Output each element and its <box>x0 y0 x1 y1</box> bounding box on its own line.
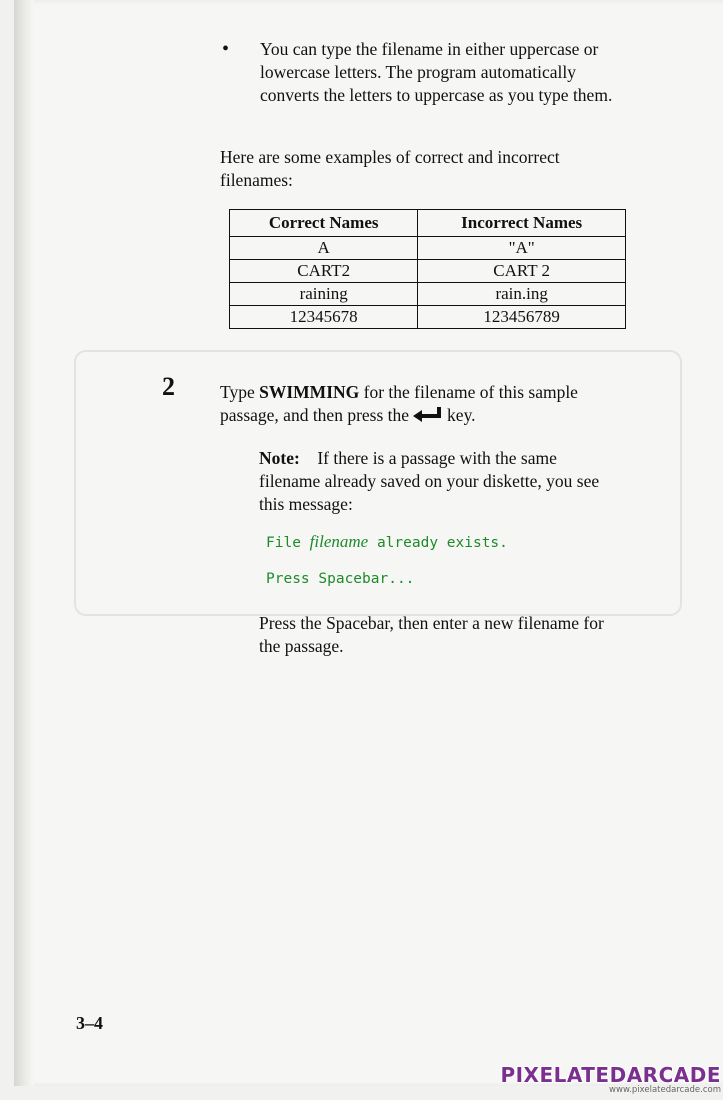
screen-message-spacebar: Press Spacebar... <box>266 571 415 587</box>
intro-paragraph: Here are some examples of correct and incorrect filenames: <box>220 147 560 190</box>
after-note-paragraph: Press the Spacebar, then enter a new filename for the passage. <box>259 613 604 656</box>
note-text: If there is a passage with the same filename already saved on your diskette, you see this message: <box>259 448 600 514</box>
bullet-text: You can type the filename in either uppercase or lowercase letters. The program automatically converts the letters to uppercase as you type them. <box>260 39 613 105</box>
incorrect-name-cell: "A" <box>418 237 626 260</box>
header-correct-names: Correct Names <box>230 210 418 237</box>
correct-name-cell: 12345678 <box>230 306 418 329</box>
filename-examples-table <box>229 209 626 329</box>
step-text-end: key. <box>447 405 476 425</box>
step-text-post: for the filename of this sample passage, and then press the <box>220 382 578 425</box>
incorrect-name-cell: rain.ing <box>418 283 626 306</box>
step-filename-bold: SWIMMING <box>259 382 360 402</box>
watermark <box>500 1063 721 1095</box>
header-incorrect-names: Incorrect Names <box>418 210 626 237</box>
correct-name-cell: CART2 <box>230 260 418 283</box>
step-instruction <box>220 381 620 428</box>
watermark-url: www.pixelatedarcade.com <box>609 1085 721 1095</box>
note-paragraph <box>259 447 619 516</box>
page-number: 3–4 <box>76 1013 103 1033</box>
table-row <box>230 260 626 283</box>
table-row <box>230 283 626 306</box>
bullet-symbol: • <box>222 38 230 60</box>
enter-key-icon <box>413 405 443 428</box>
watermark-logo: PIXELATEDARCADE <box>500 1063 721 1087</box>
screen-message-exists <box>266 532 508 552</box>
message-suffix: already exists. <box>376 535 508 551</box>
page-binding-edge <box>14 0 34 1086</box>
message-prefix: File <box>266 535 301 551</box>
step-number: 2 <box>162 372 175 401</box>
table-header-row <box>230 210 626 237</box>
note-label: Note: <box>259 448 300 468</box>
message-filename: filename <box>309 532 369 551</box>
correct-name-cell: raining <box>230 283 418 306</box>
incorrect-name-cell: CART 2 <box>418 260 626 283</box>
table-row <box>230 306 626 329</box>
table-row <box>230 237 626 260</box>
step-text-pre: Type <box>220 382 260 402</box>
correct-name-cell: A <box>230 237 418 260</box>
incorrect-name-cell: 123456789 <box>418 306 626 329</box>
